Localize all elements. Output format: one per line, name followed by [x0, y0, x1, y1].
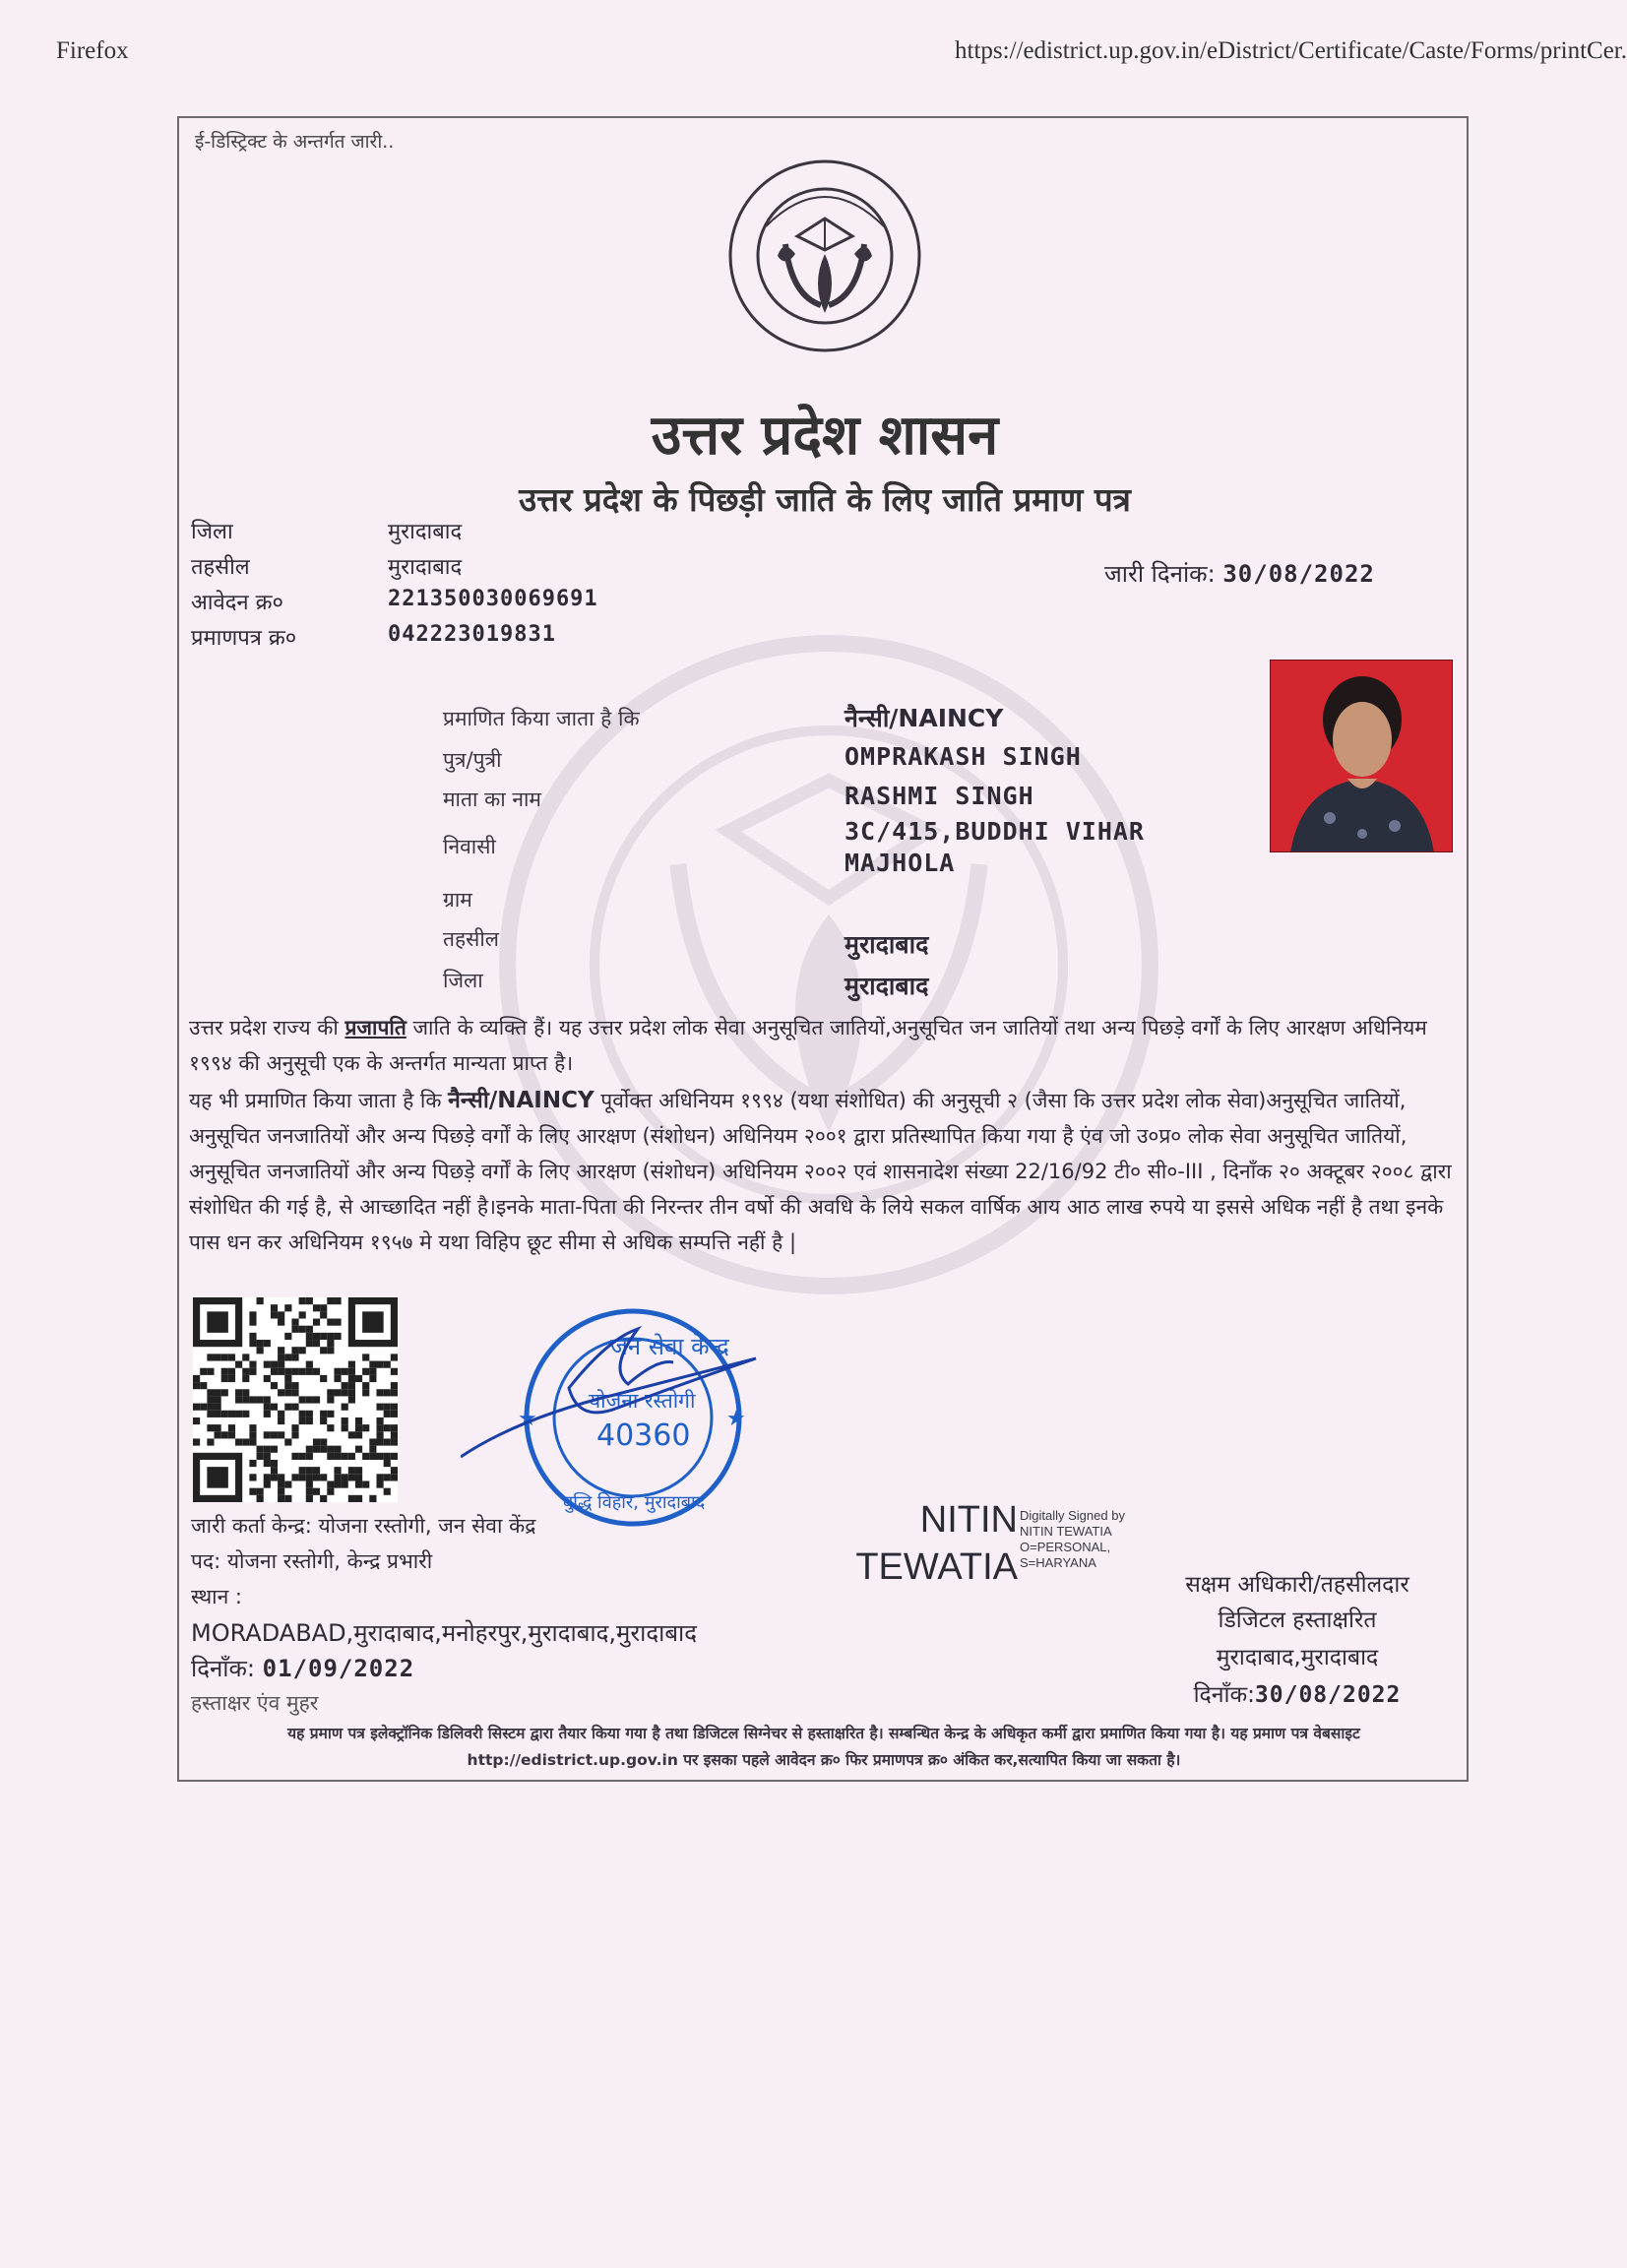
signer-last-name: TEWATIA [855, 1546, 1018, 1588]
print-header [0, 37, 1627, 73]
caste-paragraph-b: जाति के व्यक्ति हैं। यह उत्तर प्रदेश लोक सेवा अनुसूचित जातियों,अनुसूचित जन जातियों तथा अन्य पिछड़े वर्गों के लिए आरक्षण अधिनियम १९९४ की अनुसूची एक के अन्तर्गत मान्यता प्राप्त है। [189, 1016, 1427, 1075]
meta-value-district: मुरादाबाद [388, 520, 463, 544]
meta-value-certificate-no: 042223019831 [388, 622, 556, 647]
detail-value-father: OMPRAKASH SINGH [845, 742, 1082, 771]
meta-label-application-no: आवेदन क्र० [191, 591, 283, 615]
issue-date-value: 30/08/2022 [1222, 560, 1375, 588]
stamp-top-text: जन सेवा केन्द्र [610, 1333, 729, 1360]
stamp-star-left-icon: ★ [518, 1407, 537, 1431]
digital-signer-name [831, 1496, 1018, 1591]
certificate-title: उत्तर प्रदेश के पिछड़ी जाति के लिए जाति प्रमाण पत्र [519, 480, 1131, 519]
issuer-date-value: 01/09/2022 [262, 1655, 415, 1682]
issue-date-label: जारी दिनांक: [1104, 560, 1216, 588]
caste-name: प्रजापति [344, 1016, 407, 1040]
creamy-paragraph-a: यह भी प्रमाणित किया जाता है कि [189, 1089, 449, 1112]
detail-label-certified: प्रमाणित किया जाता है कि [443, 707, 640, 730]
detail-label-district: जिला [443, 969, 483, 992]
issuer-date [191, 1652, 414, 1684]
creamy-paragraph-b: पूर्वोक्त अधिनियम १९९४ (यथा संशोधित) की अनुसूची २ (जैसा कि उत्तर प्रदेश लोक सेवा)अनुसूचित जातियों, अनुसूचित जनजातियों और अन्य पिछड़े वर्गों के लिए आरक्षण (संशोधन) अधिनियम २००१ द्वारा प्रतिस्थापित किया गया है एंव जो उ०प्र० लोक सेवा अनुसूचित जातियों, अनुसूचित जनजातियों और अन्य पिछड़े वर्गों के लिए आरक्षण (संशोधन) अधिनियम २००२ एवं शासनादेश संख्या 22/16/92 टी० सी०-III , दिनाँक २० अक्टूबर २००८ द्वारा संशोधित की गई है, से आच्छादित नहीं है।इनके माता-पिता की निरन्तर तीन वर्षो की अवधि के लिये सकल वार्षिक आय आठ लाख रुपये या इससे अधिक नहीं है तथा इनके पास धन कर अधिनियम १९५७ मे यथा विहिप छूट सीमा से अधिक सम्पत्ति नहीं है | [189, 1089, 1452, 1254]
officer-signed: डिजिटल हस्ताक्षरित [1218, 1607, 1377, 1633]
round-seal-icon [461, 1299, 766, 1536]
verification-footer: यह प्रमाण पत्र इलेक्ट्रॉनिक डिलिवरी सिस्टम द्वारा तैयार किया गया है तथा डिजिटल सिग्नेचर से हस्ताक्षरित है। सम्बन्धित केन्द्र के अधिकृत कर्मी द्वारा प्रमाणित किया गया है। यह प्रमाण पत्र वेबसाइट http://edistrict.up.gov.in पर इसका पहले आवेदन क्र० फिर प्रमाणपत्र क्र० अंकित कर,सत्यापित किया जा सकता है। [287, 1725, 1360, 1769]
qr-code-icon [193, 1297, 398, 1502]
detail-value-name: नैन्सी/NAINCY [845, 704, 1004, 732]
certificate-frame [177, 116, 1469, 1782]
detail-value-address-1: 3C/415,BUDDHI VIHAR [845, 817, 1145, 846]
browser-label: Firefox [56, 37, 129, 64]
detail-value-district: मुरादाबाद [845, 972, 929, 1000]
detail-value-mother: RASHMI SINGH [845, 782, 1034, 810]
detail-value-address-2: MAJHOLA [845, 849, 956, 877]
detail-label-tehsil: तहसील [443, 927, 499, 951]
issued-under-note: ई-डिस्ट्रिक्ट के अन्तर्गत जारी.. [195, 131, 395, 153]
caste-paragraph-a: उत्तर प्रदेश राज्य की [189, 1016, 345, 1040]
signature-seal-label: हस्ताक्षर एंव मुहर [191, 1691, 319, 1715]
person-photo-icon [1271, 661, 1453, 852]
creamy-layer-paragraph [189, 1083, 1459, 1260]
detail-label-child-of: पुत्र/पुत्री [443, 748, 502, 772]
officer-date-value: 30/08/2022 [1254, 1682, 1402, 1708]
detail-label-resident: निवासी [443, 835, 496, 858]
issuing-center: जारी कर्ता केन्द्र: योजना रस्तोगी, जन सेवा केंद्र [191, 1514, 536, 1538]
stamp-bottom-text: बुद्धि विहार, मुरादाबाद [563, 1492, 706, 1513]
issuer-place: MORADABAD,मुरादाबाद,मनोहरपुर,मुरादाबाद,मुरादाबाद [191, 1619, 697, 1647]
officer-date [1130, 1677, 1465, 1709]
creamy-paragraph-name: नैन्सी/NAINCY [448, 1088, 594, 1113]
issue-date [1104, 557, 1375, 590]
officer-title: सक्षम अधिकारी/तहसीलदार [1185, 1572, 1409, 1598]
detail-label-village: ग्राम [443, 888, 472, 912]
detail-label-mother: माता का नाम [443, 788, 541, 811]
meta-label-tehsil: तहसील [191, 555, 250, 580]
meta-label-district: जिला [191, 520, 233, 544]
stamp-number: 40360 [596, 1418, 691, 1453]
digital-signature-meta: Digitally Signed by NITIN TEWATIA O=PERSONAL, S=HARYANA [1020, 1508, 1125, 1570]
applicant-photo [1270, 660, 1453, 852]
signer-first-name: NITIN [919, 1499, 1018, 1541]
meta-label-certificate-no: प्रमाणपत्र क्र० [191, 626, 297, 651]
government-title: उत्तर प्रदेश शासन [651, 404, 999, 468]
meta-value-tehsil: मुरादाबाद [388, 555, 463, 580]
up-government-emblem-icon [726, 158, 923, 354]
stamp-star-right-icon: ★ [726, 1407, 746, 1431]
meta-value-application-no: 221350030069691 [388, 587, 598, 611]
caste-paragraph [189, 1010, 1459, 1081]
stamp-middle-text: योजना रस्तोगी [589, 1389, 696, 1413]
issuer-date-label: दिनाँक: [191, 1655, 256, 1682]
issuer-post: पद: योजना रस्तोगी, केन्द्र प्रभारी [191, 1549, 433, 1573]
place-label: स्थान : [191, 1585, 243, 1608]
page-url[interactable]: https://edistrict.up.gov.in/eDistrict/Certificate/Caste/Forms/printCer. [955, 37, 1627, 64]
officer-date-label: दिनाँक: [1193, 1682, 1255, 1708]
detail-value-tehsil: मुरादाबाद [845, 930, 929, 959]
officer-place: मुरादाबाद,मुरादाबाद [1216, 1645, 1379, 1670]
